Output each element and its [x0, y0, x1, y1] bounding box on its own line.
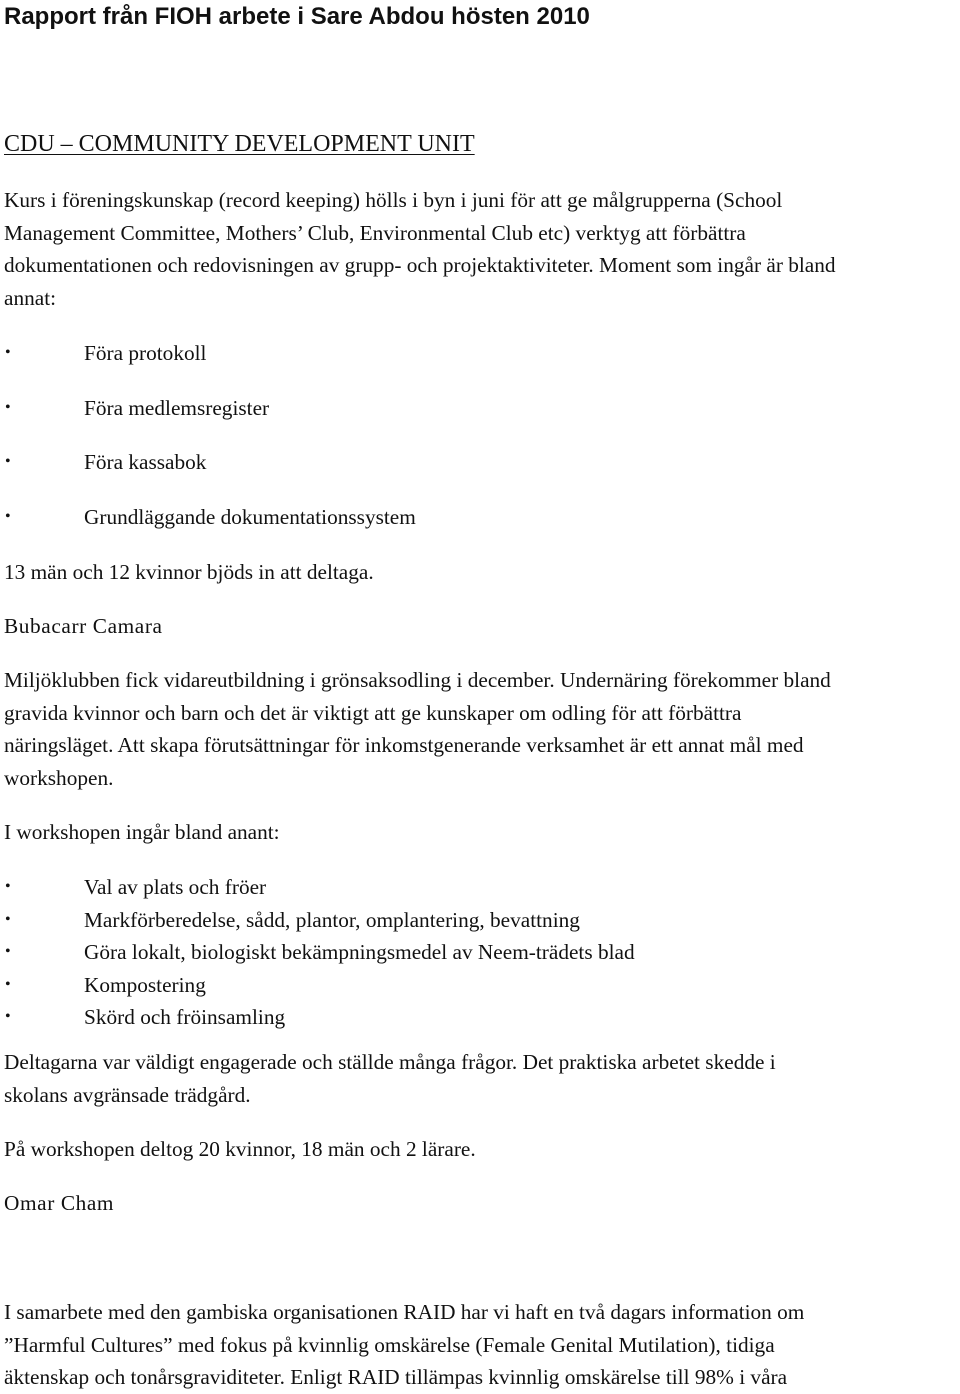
list-item	[0, 904, 635, 937]
workshop-topics-list	[0, 871, 635, 1034]
list-item	[0, 392, 416, 447]
list-item	[0, 446, 416, 501]
bullet-icon: •	[5, 344, 11, 361]
list-item-text: Markförberedelse, sådd, plantor, omplantering, bevattning	[84, 907, 580, 932]
text-line: annat:	[4, 285, 57, 310]
list-item	[0, 501, 416, 556]
record-keeping-topics-list	[0, 337, 416, 555]
text-line: Management Committee, Mothers’ Club, Environmental Club etc) verktyg att förbättra	[4, 220, 746, 245]
text-line: gravida kvinnor och barn och det är viktigt att ge kunskaper om odling för att förbättra	[4, 700, 742, 725]
workshop-list-intro: I workshopen ingår bland anant:	[4, 820, 280, 844]
participants-text: 13 män och 12 kvinnor bjöds in att deltaga.	[4, 560, 374, 584]
attendance-text: På workshopen deltog 20 kvinnor, 18 män och 2 lärare.	[4, 1137, 476, 1161]
text-line: ”Harmful Cultures” med fokus på kvinnlig omskärelse (Female Genital Mutilation), tidiga	[4, 1332, 775, 1357]
signature-omar: Omar Cham	[4, 1191, 115, 1215]
bullet-icon: •	[5, 910, 11, 928]
list-item	[0, 936, 635, 969]
report-title: Rapport från FIOH arbete i Sare Abdou hösten 2010	[4, 3, 590, 30]
bullet-icon: •	[5, 398, 11, 416]
list-item-text: Göra lokalt, biologiskt bekämpningsmedel av Neem-trädets blad	[84, 940, 635, 964]
list-item	[0, 337, 416, 392]
list-item-text: Föra kassabok	[84, 450, 207, 474]
signature-bubacarr: Bubacarr Camara	[4, 614, 163, 638]
list-item-text: Val av plats och fröer	[84, 875, 267, 899]
garden-intro-paragraph	[4, 664, 960, 794]
text-line: äktenskap och tonårsgraviditeter. Enligt RAID tillämpas kvinnlig omskärelse till 98% i våra	[4, 1365, 788, 1389]
text-line: Kurs i föreningskunskap (record keeping) hölls i byn i juni för att ge målgrupperna (School	[4, 188, 783, 212]
bullet-icon: •	[5, 1008, 11, 1025]
text-line: I samarbete med den gambiska organisationen RAID har vi haft en två dagars information om	[4, 1300, 805, 1324]
bullet-icon: •	[5, 878, 11, 895]
bullet-icon: •	[5, 453, 11, 470]
bullet-icon: •	[5, 507, 11, 525]
list-item	[0, 969, 635, 1002]
text-line: Deltagarna var väldigt engagerade och ställde många frågor. Det praktiska arbetet skedde i	[4, 1050, 776, 1074]
list-item	[0, 871, 635, 904]
engagement-paragraph	[4, 1046, 960, 1111]
bullet-icon: •	[5, 943, 11, 960]
list-item-text: Grundläggande dokumentationssystem	[84, 504, 416, 529]
text-line: skolans avgränsade trädgård.	[4, 1082, 251, 1107]
list-item-text: Föra medlemsregister	[84, 395, 270, 420]
list-item-text: Kompostering	[84, 972, 206, 997]
text-line: dokumentationen och redovisningen av grupp- och projektaktiviteter. Moment som ingår är bland	[4, 253, 836, 277]
list-item	[0, 1001, 635, 1034]
list-item-text: Föra protokoll	[84, 341, 207, 365]
cdu-intro-paragraph	[4, 184, 960, 314]
raid-paragraph	[4, 1296, 960, 1394]
section-heading-cdu: CDU – COMMUNITY DEVELOPMENT UNIT	[4, 131, 475, 157]
list-item-text: Skörd och fröinsamling	[84, 1005, 286, 1029]
text-line: näringsläget. Att skapa förutsättningar för inkomstgenerande verksamhet är ett annat mål med	[4, 733, 804, 757]
bullet-icon: •	[5, 975, 11, 993]
text-line: workshopen.	[4, 765, 114, 790]
text-line: Miljöklubben fick vidareutbildning i grönsaksodling i december. Undernäring förekommer bland	[4, 668, 831, 692]
